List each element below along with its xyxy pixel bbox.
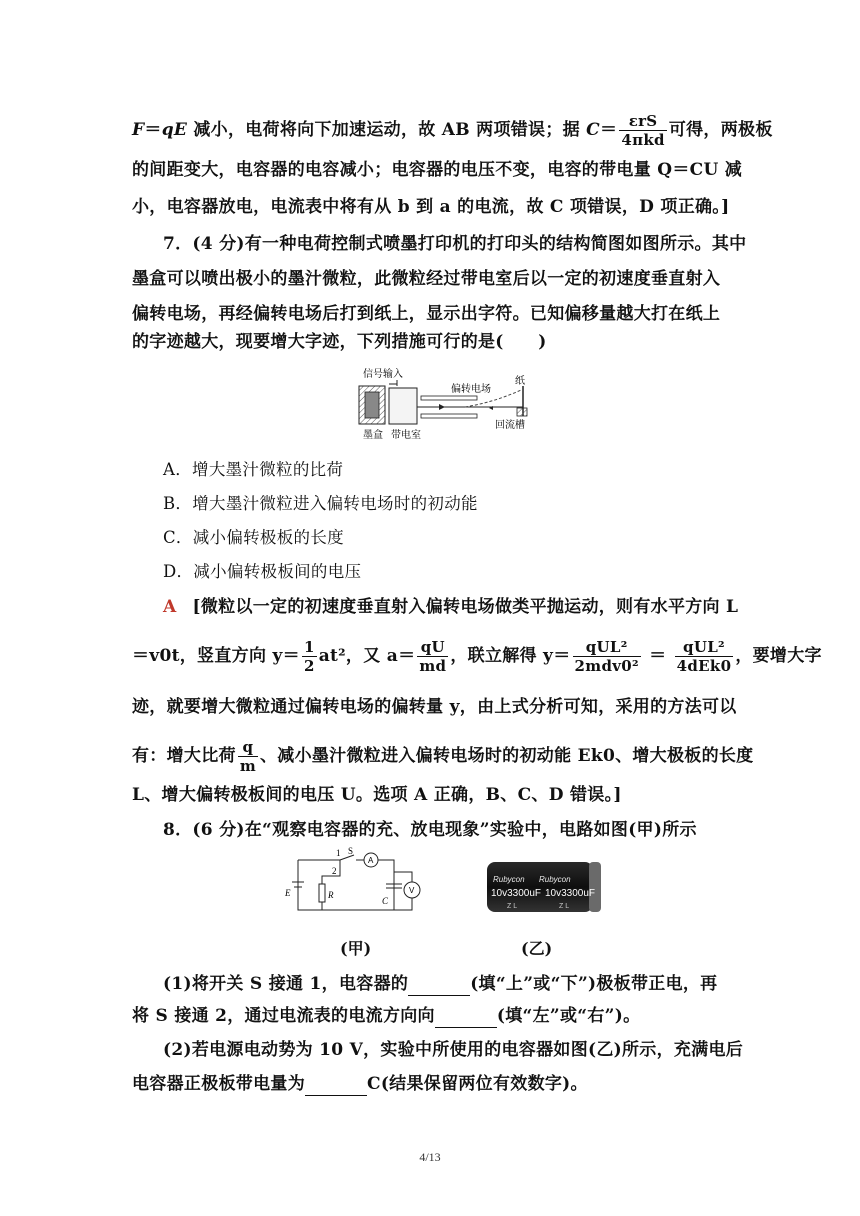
question-8-part-1-cont: 将 S 接通 2，通过电流表的电流方向向 (填“左”或“右”)。 bbox=[132, 1006, 641, 1026]
diagram-label-paper: 纸 bbox=[515, 376, 525, 387]
svg-text:R: R bbox=[328, 890, 334, 900]
capacitor-photo bbox=[485, 858, 605, 916]
diagram-label-ink: 墨盒 bbox=[363, 430, 383, 441]
diagram-label-chamber: 带电室 bbox=[391, 430, 421, 441]
text-line: 偏转电场，再经偏转电场后打到纸上，显示出字符。已知偏移量越大打在纸上 bbox=[132, 304, 721, 324]
answer-blank[interactable] bbox=[435, 1011, 497, 1028]
caption-right: (乙) bbox=[521, 939, 553, 958]
svg-text:Rubycon: Rubycon bbox=[539, 875, 571, 884]
svg-text:C: C bbox=[382, 896, 389, 906]
question-8-part-2: (2)若电源电动势为 10 V，实验中所使用的电容器如图(乙)所示，充满电后 bbox=[163, 1040, 744, 1060]
text-line: 小，电容器放电，电流表中将有从 b 到 a 的电流，故 C 项错误，D 项正确。] bbox=[132, 197, 730, 217]
question-8-part-2-cont: 电容器正极板带电量为 C(结果保留两位有效数字)。 bbox=[132, 1074, 588, 1094]
svg-text:E: E bbox=[285, 888, 291, 898]
svg-text:10v3300uF: 10v3300uF bbox=[545, 888, 596, 899]
question-7-stem: 7．(4 分)有一种电荷控制式喷墨打印机的打印头的结构简图如图所示。其中 bbox=[163, 234, 747, 254]
diagram-label-signal: 信号输入 bbox=[363, 369, 403, 380]
question-8-stem: 8．(6 分)在“观察电容器的充、放电现象”实验中，电路如图(甲)所示 bbox=[163, 820, 697, 840]
text-line: 迹，就要增大微粒通过偏转电场的偏转量 y，由上式分析可知，采用的方法可以 bbox=[132, 697, 737, 717]
svg-text:V: V bbox=[409, 886, 415, 895]
option-a: A．增大墨汁微粒的比荷 bbox=[163, 460, 344, 479]
svg-text:10v3300uF: 10v3300uF bbox=[491, 888, 542, 899]
svg-text:1: 1 bbox=[336, 848, 341, 858]
answer-letter: A bbox=[163, 597, 177, 617]
option-d: D．减小偏转极板间的电压 bbox=[163, 562, 362, 581]
text-line: 墨盒可以喷出极小的墨汁微粒，此微粒经过带电室后以一定的初速度垂直射入 bbox=[132, 269, 721, 289]
option-c: C．减小偏转极板的长度 bbox=[163, 528, 344, 547]
fraction: $\frac{\text{εrS}}{\text{4πkd}}$ bbox=[621, 112, 665, 149]
page-number: 4/13 bbox=[419, 1150, 441, 1164]
svg-text:2: 2 bbox=[332, 866, 337, 876]
answer-line: A [微粒以一定的初速度垂直射入偏转电场做类平抛运动，则有水平方向 L bbox=[163, 597, 739, 617]
text-line: F＝qE 减小，电荷将向下加速运动，故 AB 两项错误；据 C＝ $\frac{\text{εrS}}{\text{4πkd}}$ 可得，两极板 bbox=[132, 112, 773, 149]
question-8-part-1: (1)将开关 S 接通 1，电容器的 (填“上”或“下”)极板带正电，再 bbox=[163, 974, 718, 994]
text-line: 的间距变大，电容器的电容减小；电容器的电压不变，电容的带电量 Q＝CU 减 bbox=[132, 160, 743, 180]
text-line: 的字迹越大，现要增大字迹，下列措施可行的是( ) bbox=[132, 332, 547, 352]
diagram-label-gutter: 回流槽 bbox=[495, 420, 525, 431]
answer-blank[interactable] bbox=[408, 979, 470, 996]
text-line: L、增大偏转极板间的电压 U。选项 A 正确，B、C、D 错误。] bbox=[132, 785, 622, 805]
answer-formula-line: ＝v0t，竖直方向 y＝ $\frac{1}{2}$ at²，又 a＝ $\frac{qU}{md}$ ，联立解得 y＝ $\frac{\text{qUL²}}{\text{2mdv0²}}$ ＝ $\frac{\text{qUL²}}{\text{4dEk0}}$ ，要增大字 bbox=[132, 638, 822, 675]
svg-text:Rubycon: Rubycon bbox=[493, 875, 525, 884]
answer-blank[interactable] bbox=[305, 1079, 367, 1096]
caption-left: (甲) bbox=[340, 939, 372, 958]
circuit-diagram bbox=[282, 846, 432, 924]
svg-text:A: A bbox=[368, 856, 374, 865]
printer-head-diagram bbox=[355, 366, 535, 444]
diagram-label-field: 偏转电场 bbox=[451, 384, 491, 395]
svg-text:Z L: Z L bbox=[507, 903, 518, 910]
svg-text:S: S bbox=[348, 846, 354, 856]
option-b: B．增大墨汁微粒进入偏转电场时的初动能 bbox=[163, 494, 478, 513]
answer-line: 有：增大比荷 $\frac{q}{m}$ 、减小墨汁微粒进入偏转电场时的初动能 Ek0、增大极板的长度 bbox=[132, 738, 754, 775]
svg-text:Z L: Z L bbox=[559, 903, 570, 910]
